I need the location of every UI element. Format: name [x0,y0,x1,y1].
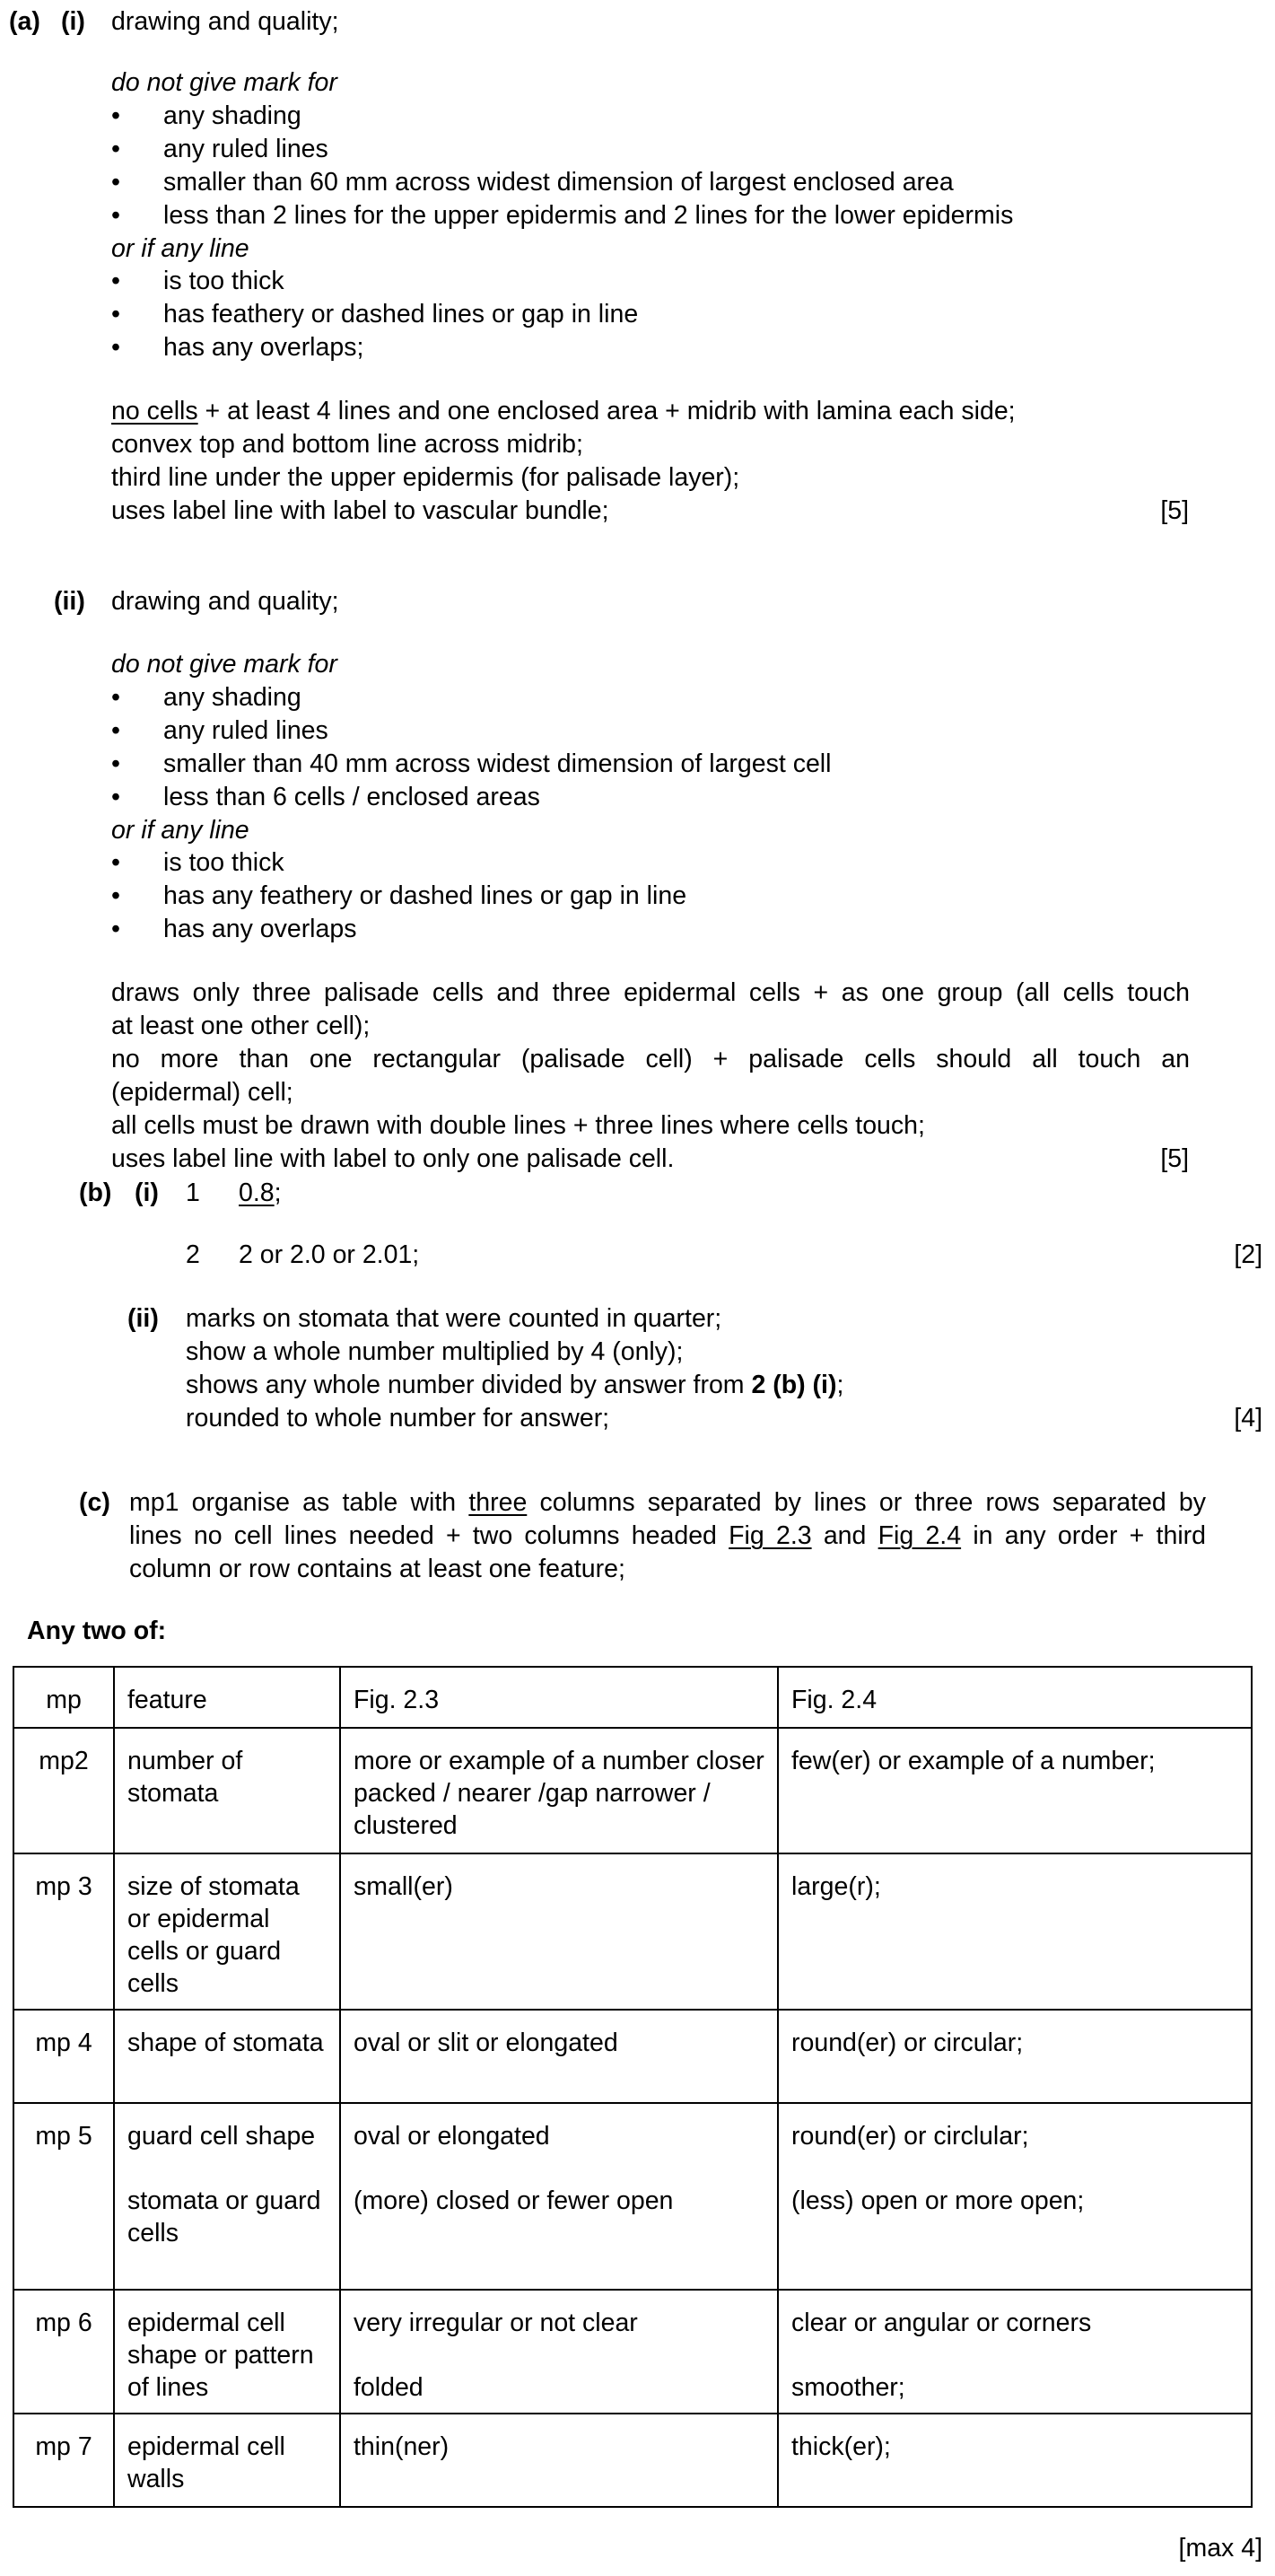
cell-fig-2-4 [778,2103,1252,2290]
cell-fig-2-4: large(r); [778,1853,1252,2010]
c-line-2-a: lines no cell lines needed + two columns headed [129,1521,729,1550]
part-b-label: (b) [79,1178,112,1207]
cell-fig-2-3 [340,2103,778,2290]
c-line-2-b: in any order + third [961,1521,1207,1550]
cell-mp: mp 6 [13,2290,114,2414]
cell-feature-part-b: stomata or guard cells [127,2186,321,2247]
a-ii-bullet: • any shading [163,685,301,711]
table-header-row [13,1667,1252,1728]
a-i-bullet: • has feathery or dashed lines or gap in line [163,302,638,328]
b-ii-mark: [4] [1234,1404,1262,1433]
cell-fig-2-4-part-a: round(er) or circlular; [791,2122,1029,2151]
a-i-bullet: • smaller than 60 mm across widest dimension of largest enclosed area [163,170,954,196]
cell-fig-2-3: small(er) [340,1853,778,2010]
b-ii-line-3-text: shows any whole number divided by answer from [186,1371,752,1399]
cell-feature: shape of stomata [114,2010,340,2103]
cell-feature: number of stomata [114,1728,340,1853]
cell-mp: mp 5 [13,2103,114,2290]
table-row [13,2290,1252,2414]
c-line-2-and: and [811,1521,878,1550]
cell-mp: mp2 [13,1728,114,1853]
a-ii-bullet: • smaller than 40 mm across widest dimension of largest cell [163,751,831,777]
a-ii-point-1-line-1: draws only three palisade cells and three epidermal cells + as one group (all cells touch [111,978,1190,1007]
part-b-i-label: (i) [135,1178,159,1207]
cell-mp: mp 7 [13,2414,114,2507]
a-i-point-4: uses label line with label to vascular bundle; [111,496,609,525]
a-i-mark: [5] [1160,496,1189,525]
b-i-answer-1 [239,1180,282,1206]
table-row [13,1853,1252,2010]
c-line-1-underlined: three [468,1488,528,1517]
cell-fig-2-3: more or example of a number closer packed / nearer /gap narrower / clustered [340,1728,778,1853]
cell-fig-2-4-part-b: (less) open or more open; [791,2186,1085,2215]
a-ii-or-if-any-line: or if any line [111,816,249,845]
a-ii-do-not-give-mark: do not give mark for [111,650,337,679]
a-ii-bullet: • has any overlaps [163,916,356,942]
a-i-title: drawing and quality; [111,7,339,36]
cell-feature [114,2103,340,2290]
header-feature: feature [114,1667,340,1728]
cell-feature: epidermal cell shape or pattern of lines [114,2290,340,2414]
part-a-ii-label: (ii) [54,587,85,616]
a-ii-point-2-line-2: (epidermal) cell; [111,1078,293,1107]
b-ii-line-4: rounded to whole number for answer; [186,1404,610,1433]
cell-fig-2-3-part-a: very irregular or not clear [354,2309,638,2337]
a-ii-point-3: all cells must be drawn with double lines + three lines where cells touch; [111,1111,925,1140]
cell-feature: size of stomata or epidermal cells or guard cells [114,1853,340,2010]
a-i-bullet: • is too thick [163,268,284,294]
a-ii-bullet: • less than 6 cells / enclosed areas [163,784,540,810]
cell-fig-2-4: thick(er); [778,2414,1252,2507]
cell-fig-2-4-part-a: clear or angular or corners [791,2309,1092,2337]
a-i-point-1-rest: + at least 4 lines and one enclosed area + midrib with lamina each side; [197,397,1016,425]
a-i-bullet: • any ruled lines [163,136,328,162]
b-i-number-1: 1 [186,1178,200,1207]
cell-fig-2-3-part-a: oval or elongated [354,2122,550,2151]
b-i-mark: [2] [1234,1240,1262,1269]
marking-points-table [13,1666,1253,2508]
header-mp: mp [13,1667,114,1728]
a-i-point-1-underlined: no cells [111,397,198,425]
cell-mp: mp 3 [13,1853,114,2010]
a-i-bullet: • any shading [163,103,301,129]
a-i-bullet: • has any overlaps; [163,335,363,361]
any-two-of-heading: Any two of: [27,1617,167,1645]
table-row [13,2103,1252,2290]
a-ii-point-1-line-2: at least one other cell); [111,1012,371,1040]
table-row [13,2010,1252,2103]
c-mark: [max 4] [1178,2534,1262,2563]
c-line-2 [129,1523,1206,1549]
table-row [13,2414,1252,2507]
a-ii-mark: [5] [1160,1144,1189,1173]
b-ii-line-3-end: ; [836,1371,844,1399]
cell-mp: mp 4 [13,2010,114,2103]
c-line-2-fig23: Fig 2.3 [729,1521,812,1550]
cell-fig-2-4-part-b: smoother; [791,2373,905,2402]
part-a-i-label: (i) [61,7,85,36]
part-c-label: (c) [79,1488,110,1517]
a-ii-point-2-line-1: no more than one rectangular (palisade cell) + palisade cells should all touch an [111,1045,1190,1073]
a-i-point-3: third line under the upper epidermis (for palisade layer); [111,463,740,492]
cell-fig-2-3 [340,2290,778,2414]
a-ii-bullet: • has any feathery or dashed lines or gap in line [163,883,686,909]
c-line-3: column or row contains at least one feature; [129,1555,625,1583]
a-ii-title: drawing and quality; [111,587,339,616]
a-ii-bullet: • any ruled lines [163,718,328,744]
cell-fig-2-3: oval or slit or elongated [340,2010,778,2103]
c-line-1-b: columns separated by lines or three rows separated by [527,1488,1206,1517]
cell-fig-2-4: round(er) or circular; [778,2010,1252,2103]
a-i-point-2: convex top and bottom line across midrib; [111,430,583,459]
b-ii-line-3-ref: 2 (b) (i) [751,1371,837,1399]
a-i-do-not-give-mark: do not give mark for [111,68,337,97]
cell-feature-part-a: guard cell shape [127,2122,316,2151]
b-ii-line-1: marks on stomata that were counted in quarter; [186,1304,722,1333]
part-a-label: (a) [9,7,40,36]
a-i-point-1 [111,399,1016,425]
b-i-answer-1-end: ; [274,1178,282,1207]
b-i-answer-2: 2 or 2.0 or 2.01; [239,1240,420,1269]
cell-feature: epidermal cell walls [114,2414,340,2507]
b-ii-line-3 [186,1372,843,1398]
header-fig-2-4: Fig. 2.4 [778,1667,1252,1728]
cell-fig-2-4: few(er) or example of a number; [778,1728,1252,1853]
a-ii-point-4: uses label line with label to only one palisade cell. [111,1144,675,1173]
a-ii-bullet: • is too thick [163,850,284,876]
c-line-2-fig24: Fig 2.4 [878,1521,962,1550]
c-line-1 [129,1490,1206,1516]
a-i-bullet: • less than 2 lines for the upper epidermis and 2 lines for the lower epidermis [163,203,1013,229]
cell-fig-2-3: thin(ner) [340,2414,778,2507]
cell-fig-2-3-part-b: folded [354,2373,424,2402]
cell-fig-2-3-part-b: (more) closed or fewer open [354,2186,674,2215]
cell-fig-2-4 [778,2290,1252,2414]
c-line-1-a: mp1 organise as table with [129,1488,469,1517]
b-ii-line-2: show a whole number multiplied by 4 (only); [186,1337,684,1366]
b-i-number-2: 2 [186,1240,200,1269]
a-i-or-if-any-line: or if any line [111,234,249,263]
b-i-answer-1-value: 0.8 [239,1178,275,1207]
part-b-ii-label: (ii) [127,1304,159,1333]
header-fig-2-3: Fig. 2.3 [340,1667,778,1728]
table-row [13,1728,1252,1853]
